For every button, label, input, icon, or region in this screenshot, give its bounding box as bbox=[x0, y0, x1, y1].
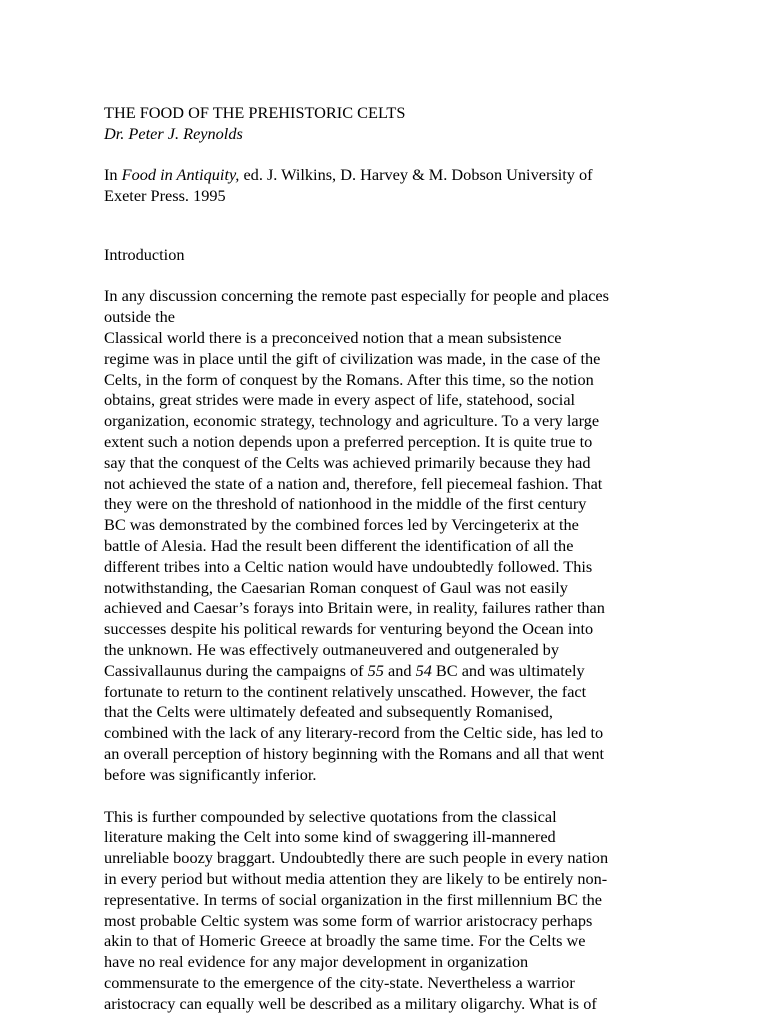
document-title: THE FOOD OF THE PREHISTORIC CELTS bbox=[104, 103, 406, 122]
paragraph-line: battle of Alesia. Had the result been different the identification of all the bbox=[104, 535, 574, 555]
paragraph-line: that the Celts were ultimately defeated and subsequently Romanised, bbox=[104, 702, 553, 722]
title-block bbox=[104, 102, 664, 144]
paragraph-line: different tribes into a Celtic nation would have undoubtedly followed. This bbox=[104, 556, 593, 576]
paragraph-line: they were on the threshold of nationhood in the middle of the first century bbox=[104, 494, 587, 514]
text-run: and bbox=[383, 660, 416, 680]
citation-block bbox=[104, 165, 664, 207]
citation-line-1 bbox=[104, 165, 664, 186]
paragraph-line: notwithstanding, the Caesarian Roman conquest of Gaul was not easily bbox=[104, 577, 568, 597]
paragraph-line: achieved and Caesar’s forays into Britain were, in reality, failures rather than bbox=[104, 598, 605, 618]
paragraph-line: successes despite his political rewards for venturing beyond the Ocean into bbox=[104, 619, 594, 639]
paragraph-line bbox=[104, 661, 664, 682]
citation-line-2: Exeter Press. 1995 bbox=[104, 185, 226, 205]
document-author: Dr. Peter J. Reynolds bbox=[104, 124, 243, 143]
paragraph-line: In any discussion concerning the remote past especially for people and places bbox=[104, 286, 609, 306]
paragraph-line: Classical world there is a preconceived notion that a mean subsistence bbox=[104, 327, 562, 347]
paragraph-1 bbox=[104, 286, 664, 785]
paragraph-line: unreliable boozy braggart. Undoubtedly there are such people in every nation bbox=[104, 848, 609, 868]
paragraph-line: fortunate to return to the continent relatively unscathed. However, the fact bbox=[104, 681, 587, 701]
text-run: BC and was ultimately bbox=[431, 660, 585, 680]
paragraph-line: regime was in place until the gift of civilization was made, in the case of the bbox=[104, 348, 601, 368]
paragraph-line: outside the bbox=[104, 307, 175, 327]
paragraph-line: aristocracy can equally well be described as a military oligarchy. What is of bbox=[104, 993, 597, 1013]
paragraph-line: not achieved the state of a nation and, therefore, fell piecemeal fashion. That bbox=[104, 473, 603, 493]
paragraph-line: organization, economic strategy, technology and agriculture. To a very large bbox=[104, 411, 600, 431]
paragraph-line: extent such a notion depends upon a preferred perception. It is quite true to bbox=[104, 431, 593, 451]
section-heading: Introduction bbox=[104, 244, 185, 264]
document-page bbox=[104, 102, 664, 1014]
paragraph-line: This is further compounded by selective quotations from the classical bbox=[104, 806, 557, 826]
citation-book-title: Food in Antiquity, bbox=[121, 165, 240, 184]
citation-editors: ed. J. Wilkins, D. Harvey & M. Dobson University of bbox=[239, 165, 593, 184]
paragraph-line: the unknown. He was effectively outmaneuvered and outgeneraled by bbox=[104, 639, 559, 659]
text-run: Cassivallaunus during the campaigns of bbox=[104, 660, 368, 680]
year-italic: 54 bbox=[415, 660, 432, 680]
paragraph-line: before was significantly inferior. bbox=[104, 764, 317, 784]
paragraph-line: an overall perception of history beginning with the Romans and all that went bbox=[104, 743, 605, 763]
paragraph-line: combined with the lack of any literary-record from the Celtic side, has led to bbox=[104, 723, 604, 743]
paragraph-line: have no real evidence for any major development in organization bbox=[104, 952, 529, 972]
paragraph-line: say that the conquest of the Celts was achieved primarily because they had bbox=[104, 452, 591, 472]
year-italic: 55 bbox=[367, 660, 384, 680]
paragraph-line: most probable Celtic system was some form of warrior aristocracy perhaps bbox=[104, 910, 593, 930]
paragraph-line: in every period but without media attention they are likely to be entirely non- bbox=[104, 868, 608, 888]
paragraph-line: commensurate to the emergence of the city-state. Nevertheless a warrior bbox=[104, 972, 575, 992]
paragraph-line: Celts, in the form of conquest by the Romans. After this time, so the notion bbox=[104, 369, 594, 389]
citation-prefix: In bbox=[104, 165, 122, 184]
paragraph-line: representative. In terms of social organization in the first millennium BC the bbox=[104, 889, 602, 909]
paragraph-line: literature making the Celt into some kind of swaggering ill-mannered bbox=[104, 827, 556, 847]
paragraph-line: BC was demonstrated by the combined forces led by Vercingeterix at the bbox=[104, 515, 579, 535]
paragraph-2 bbox=[104, 807, 664, 1015]
paragraph-line: akin to that of Homeric Greece at broadly the same time. For the Celts we bbox=[104, 931, 586, 951]
paragraph-line: obtains, great strides were made in every aspect of life, statehood, social bbox=[104, 390, 576, 410]
